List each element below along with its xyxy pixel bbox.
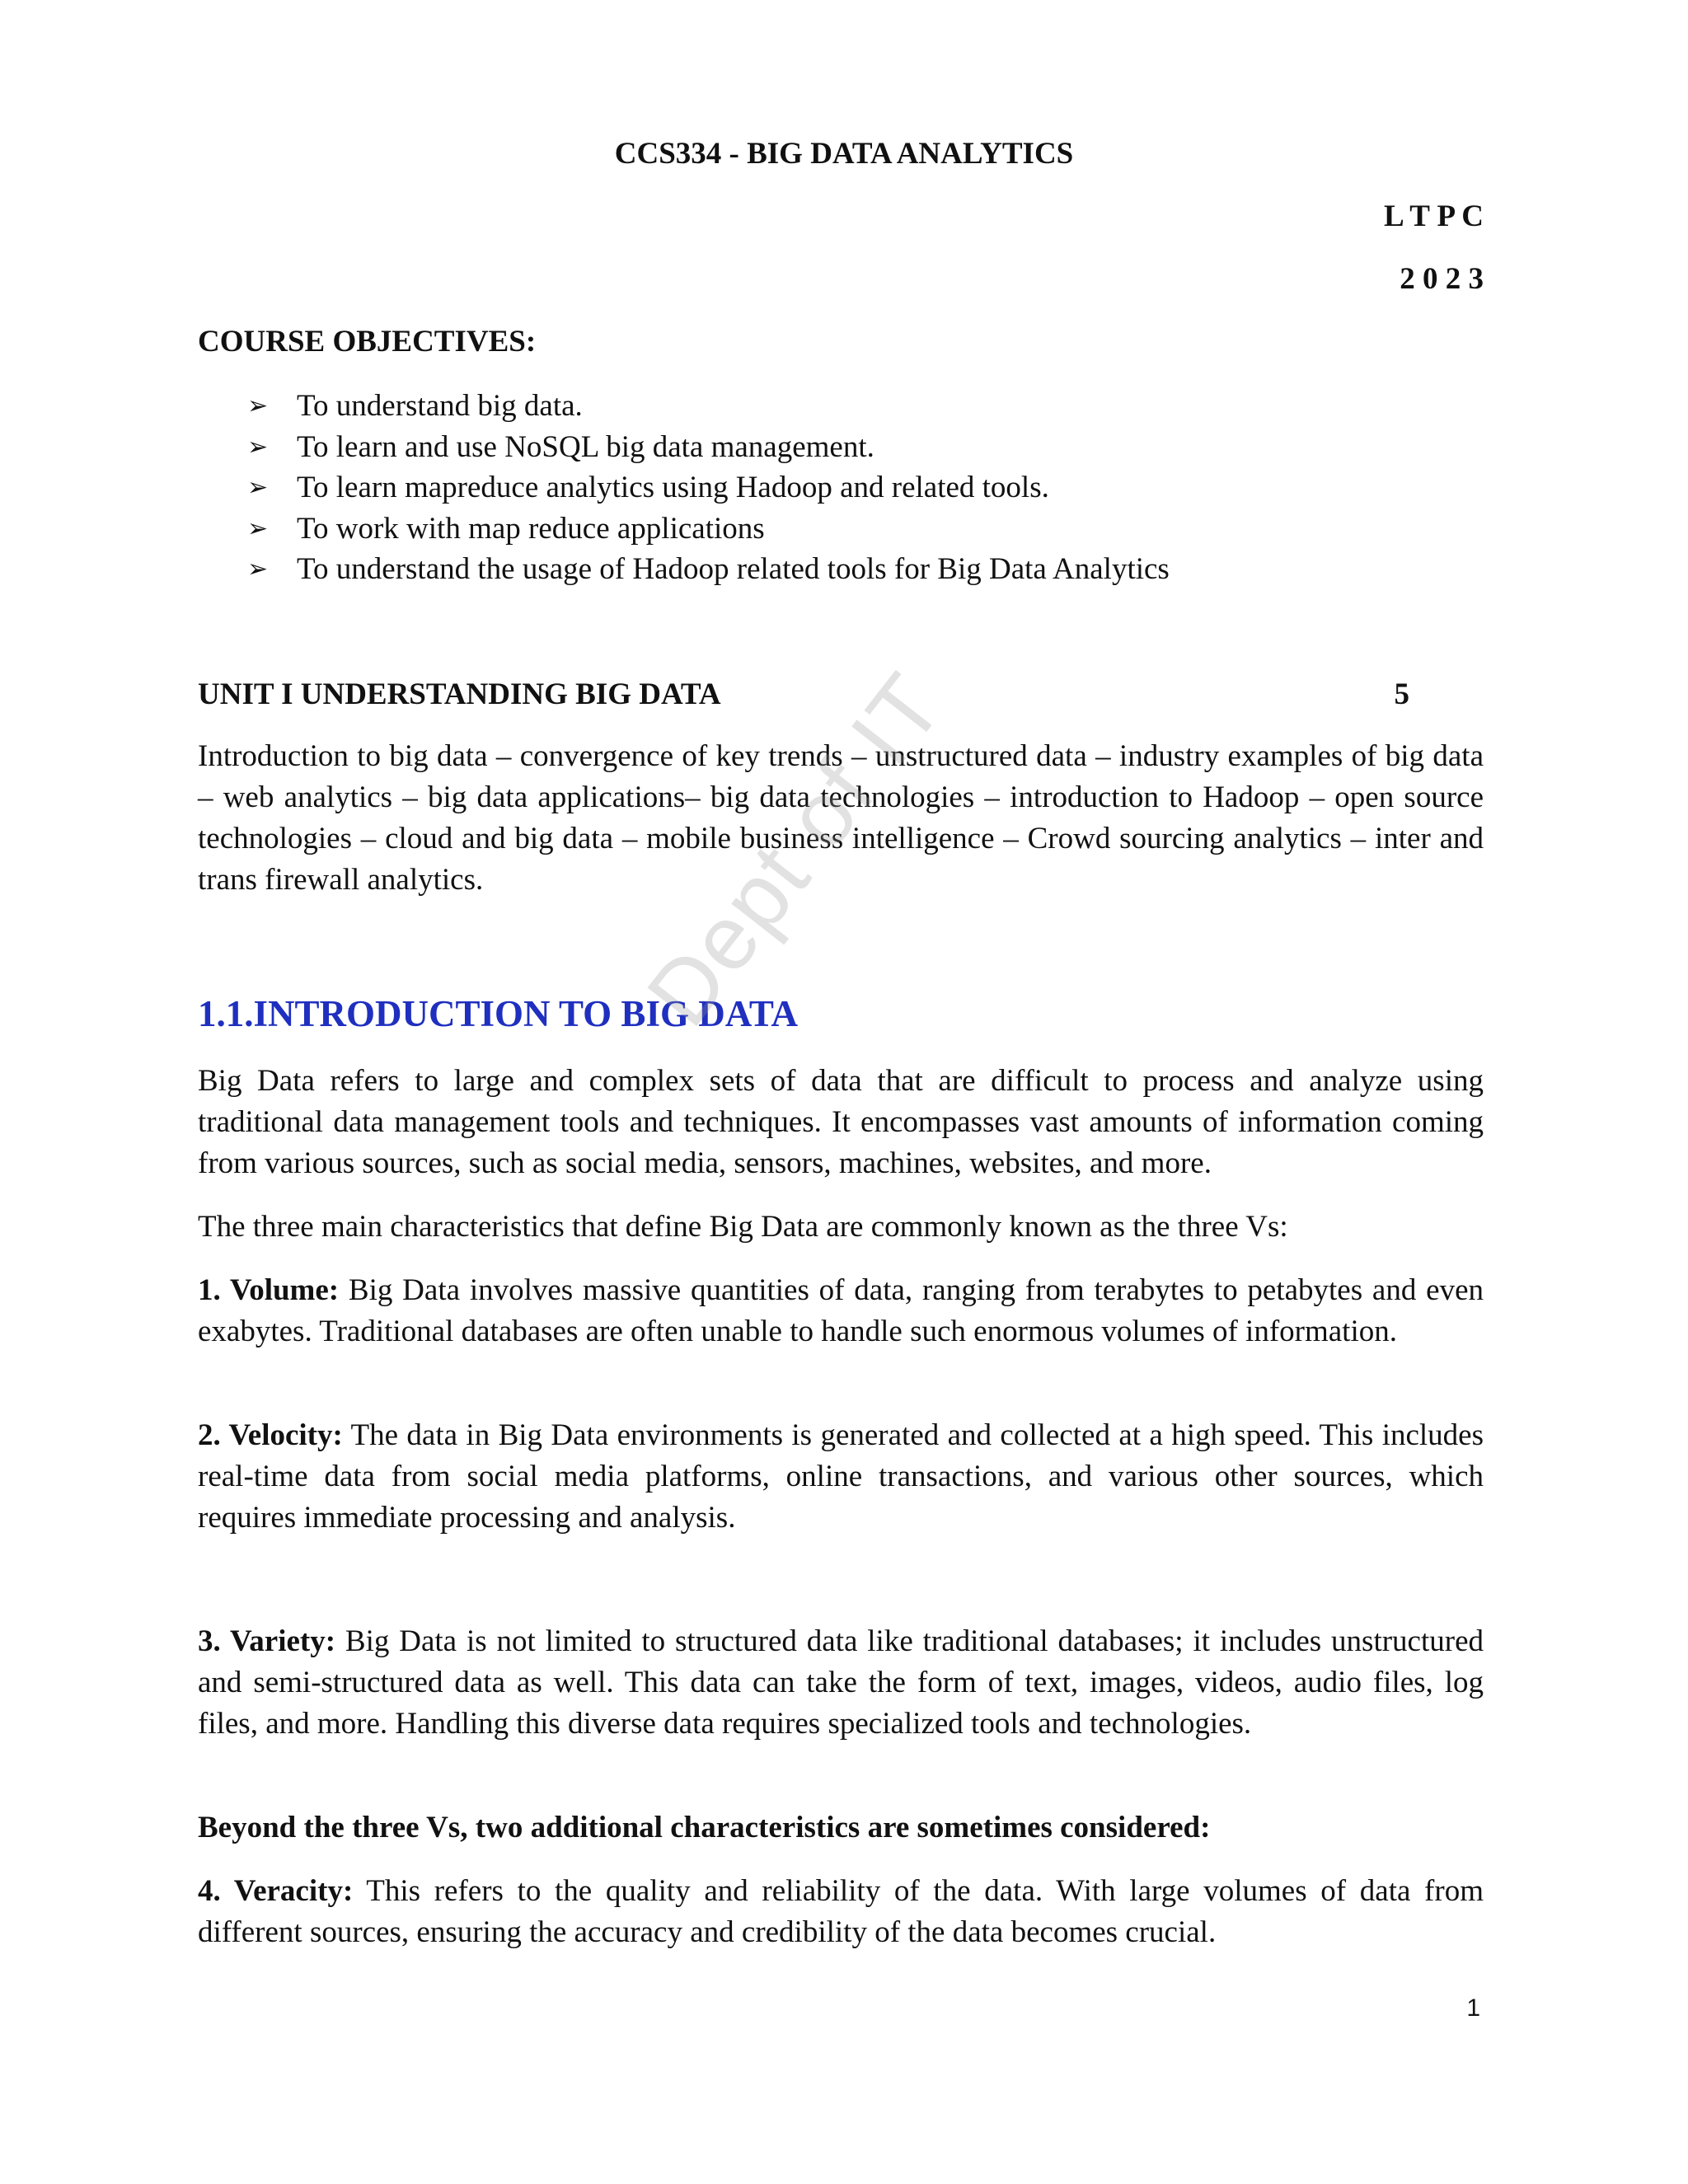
section-heading: 1.1.INTRODUCTION TO BIG DATA	[198, 993, 799, 1034]
unit-hours: 5	[1394, 677, 1409, 711]
objective-item: ➢ To learn mapreduce analytics using Hadoop and related tools.	[247, 467, 1484, 509]
document-title: CCS334 - BIG DATA ANALYTICS	[614, 137, 1074, 171]
objective-item: ➢ To understand big data.	[247, 386, 1484, 427]
arrow-bullet-icon: ➢	[247, 473, 269, 502]
unit-description: Introduction to big data – convergence of key trends – unstructured data – industry examples of big data – web analytics – big data applications– big data technologies – introduction to Hadoop – open source technologies – cloud and big data – mobile business intelligence – Crowd sourcing analytics – inter and trans firewall analytics.	[198, 739, 1484, 897]
objective-item: ➢ To learn and use NoSQL big data management.	[247, 427, 1484, 468]
objectives-heading: COURSE OBJECTIVES:	[198, 325, 537, 359]
volume-text: Big Data involves massive quantities of data, ranging from terabytes to petabytes and even exabytes. Traditional databases are often unable to handle such enormous volumes of information.	[198, 1273, 1484, 1348]
watermark: Dept of IT	[627, 654, 964, 1044]
arrow-bullet-icon: ➢	[247, 391, 269, 420]
unit-title: UNIT I UNDERSTANDING BIG DATA	[198, 677, 721, 711]
arrow-bullet-icon: ➢	[247, 555, 269, 583]
ltpc-header: L T P C	[1383, 199, 1484, 233]
objectives-list	[247, 386, 1484, 590]
variety-label: 3. Variety:	[198, 1624, 336, 1658]
page-number: 1	[1466, 1994, 1480, 2022]
variety-paragraph	[198, 1621, 1484, 1745]
volume-label: 1. Volume:	[198, 1273, 340, 1307]
intro-paragraph: Big Data refers to large and complex sets of data that are difficult to process and analyze using traditional data management tools and techniques. It encompasses vast amounts of information coming from various sources, such as social media, sensors, machines, websites, and more.	[198, 1064, 1484, 1180]
three-vs-paragraph: The three main characteristics that define Big Data are commonly known as the three Vs:	[198, 1210, 1288, 1244]
velocity-text: The data in Big Data environments is generated and collected at a high speed. This includes real-time data from social media platforms, online transactions, and various other sources, which requires immediate processing and analysis.	[198, 1418, 1484, 1535]
objective-item: ➢ To understand the usage of Hadoop related tools for Big Data Analytics	[247, 549, 1484, 590]
volume-paragraph	[198, 1270, 1484, 1352]
beyond-heading: Beyond the three Vs, two additional characteristics are sometimes considered:	[198, 1811, 1211, 1844]
arrow-bullet-icon: ➢	[247, 513, 269, 543]
velocity-label: 2. Velocity:	[198, 1418, 343, 1452]
veracity-text: This refers to the quality and reliability of the data. With large volumes of data from different sources, ensuring the accuracy and credibility of the data becomes crucial.	[198, 1874, 1484, 1949]
arrow-bullet-icon: ➢	[247, 432, 269, 462]
objective-item: ➢ To work with map reduce applications	[247, 509, 1484, 550]
veracity-paragraph	[198, 1871, 1484, 1953]
unit-heading	[198, 674, 1409, 715]
veracity-label: 4. Veracity:	[198, 1874, 354, 1908]
velocity-paragraph	[198, 1415, 1484, 1539]
variety-text: Big Data is not limited to structured data like traditional databases; it includes unstructured and semi-structured data as well. This data can take the form of text, images, videos, audio files, log files, and more. Handling this diverse data requires specialized tools and technologies.	[198, 1624, 1484, 1741]
ltpc-values: 2 0 2 3	[1400, 262, 1484, 296]
